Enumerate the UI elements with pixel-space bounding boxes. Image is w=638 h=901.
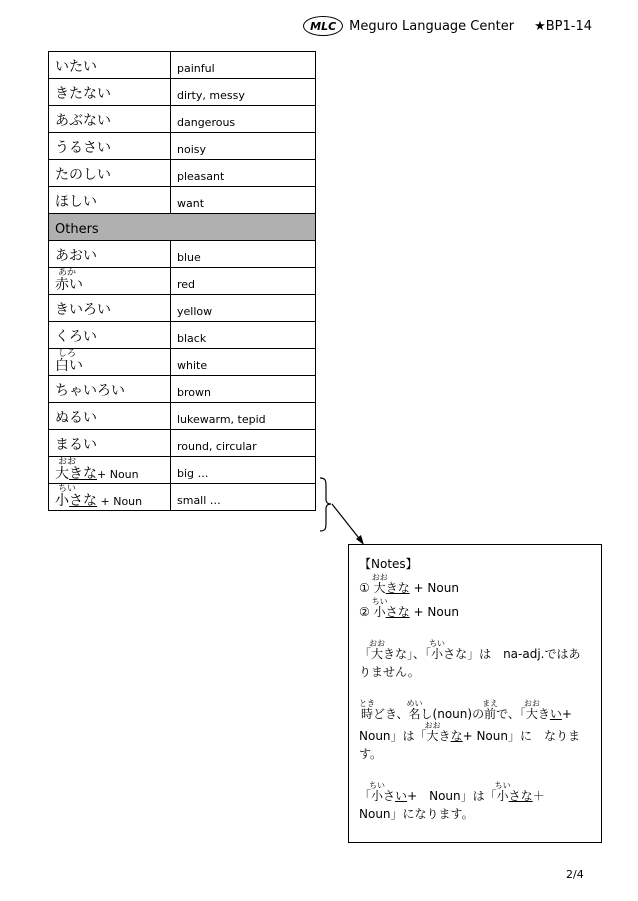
- text-fragment: 「: [359, 789, 372, 803]
- furigana: しろ: [58, 349, 77, 359]
- brace-arrow-icon: [318, 477, 378, 549]
- kanji: 赤: [55, 277, 69, 293]
- table-row: [49, 430, 316, 457]
- en-meaning: noisy: [171, 133, 316, 160]
- vocabulary-table: [48, 51, 316, 511]
- ruby-word: [371, 573, 388, 595]
- kanji: 小: [55, 493, 69, 509]
- furigana: めい: [406, 699, 423, 708]
- en-meaning: big …: [171, 457, 316, 484]
- kanji: 小: [369, 789, 386, 803]
- kanji: 大: [371, 581, 388, 595]
- jp-word: きたない: [49, 79, 171, 106]
- en-meaning: black: [171, 322, 316, 349]
- okurigana: い: [69, 277, 83, 293]
- ruby-word: [369, 639, 386, 661]
- en-meaning: lukewarm, tepid: [171, 403, 316, 430]
- ruby-word: [494, 781, 511, 803]
- jp-word: ぬるい: [49, 403, 171, 430]
- en-meaning: yellow: [171, 295, 316, 322]
- furigana: おお: [523, 699, 540, 708]
- en-meaning: blue: [171, 241, 316, 268]
- furigana: ちい: [58, 484, 77, 494]
- item-number: ①: [359, 581, 370, 595]
- kanji: 時: [359, 707, 375, 721]
- ruby-word: [482, 699, 499, 721]
- section-header-row: [49, 214, 316, 241]
- furigana: ちい: [369, 781, 386, 790]
- mlc-logo: MLC: [303, 16, 343, 36]
- en-meaning: red: [171, 268, 316, 295]
- ruby-word: [371, 597, 388, 619]
- notes-item-2: [359, 597, 591, 621]
- page-header: [303, 16, 592, 36]
- en-meaning: small …: [171, 484, 316, 511]
- notes-paragraph-1: [359, 639, 591, 681]
- text-fragment: + Noun」は「: [407, 789, 497, 803]
- jp-word: [49, 484, 171, 511]
- furigana: ちい: [371, 597, 388, 606]
- text-fragment: き: [537, 707, 550, 721]
- text-fragment: さ: [383, 789, 396, 803]
- noun-suffix: + Noun: [413, 605, 459, 619]
- notes-paragraph-3: [359, 781, 591, 823]
- section-label: Others: [49, 214, 316, 241]
- table-row: [49, 106, 316, 133]
- table-row: [49, 349, 316, 376]
- okurigana: きな: [385, 581, 410, 595]
- noun-suffix: + Noun: [413, 581, 459, 595]
- document-code: ★BP1-14: [534, 18, 592, 34]
- text-fragment: 「: [359, 647, 372, 661]
- table-row: [49, 484, 316, 511]
- jp-word: ほしい: [49, 187, 171, 214]
- okurigana: さな: [385, 605, 410, 619]
- text-fragment: な: [450, 729, 463, 743]
- furigana: おお: [371, 573, 388, 582]
- table-row: [49, 79, 316, 106]
- furigana: とき: [359, 699, 375, 708]
- kanji: 小: [429, 647, 446, 661]
- jp-word: きいろい: [49, 295, 171, 322]
- text-fragment: き: [438, 729, 451, 743]
- kanji: 名: [406, 707, 423, 721]
- furigana: ちい: [429, 639, 446, 648]
- jp-word: まるい: [49, 430, 171, 457]
- okurigana: きな: [69, 466, 97, 482]
- text-fragment: い: [549, 707, 562, 721]
- text-fragment: さな」は na-adj.ではありません。: [359, 647, 581, 679]
- kanji: 大: [523, 707, 540, 721]
- table-row: [49, 295, 316, 322]
- jp-word: うるさい: [49, 133, 171, 160]
- table-row: [49, 187, 316, 214]
- table-row: [49, 160, 316, 187]
- text-fragment: し(noun)の: [420, 707, 485, 721]
- jp-word: [49, 457, 171, 484]
- en-meaning: want: [171, 187, 316, 214]
- en-meaning: dangerous: [171, 106, 316, 133]
- kanji: 大: [424, 729, 441, 743]
- ruby-word: [424, 721, 441, 743]
- table-row: [49, 457, 316, 484]
- notes-box: [348, 544, 602, 843]
- table-row: [49, 133, 316, 160]
- en-meaning: round, circular: [171, 430, 316, 457]
- jp-word: [49, 268, 171, 295]
- kanji: 小: [494, 789, 511, 803]
- kanji: 小: [371, 605, 388, 619]
- en-meaning: white: [171, 349, 316, 376]
- en-meaning: pleasant: [171, 160, 316, 187]
- kanji: 大: [369, 647, 386, 661]
- furigana: おお: [369, 639, 386, 648]
- okurigana: い: [69, 358, 83, 374]
- ruby-word: [406, 699, 423, 721]
- jp-word: ちゃいろい: [49, 376, 171, 403]
- text-fragment: + Noun」は「: [359, 707, 572, 743]
- furigana: ちい: [494, 781, 511, 790]
- table-row: [49, 268, 316, 295]
- jp-word: たのしい: [49, 160, 171, 187]
- kanji: 白: [55, 358, 69, 374]
- notes-paragraph-2: [359, 699, 591, 763]
- text-fragment: で、「: [496, 707, 526, 721]
- text-fragment: きな」、「: [383, 647, 432, 661]
- notes-item-1: [359, 573, 591, 597]
- jp-word: [49, 349, 171, 376]
- table-row: [49, 322, 316, 349]
- furigana: おお: [424, 721, 441, 730]
- item-number: ②: [359, 605, 370, 619]
- ruby-word: [359, 699, 375, 721]
- notes-heading: 【Notes】: [359, 557, 418, 571]
- furigana: まえ: [482, 699, 499, 708]
- ruby-word: [429, 639, 446, 661]
- ruby-word: [369, 781, 386, 803]
- furigana: おお: [58, 457, 77, 467]
- en-meaning: dirty, messy: [171, 79, 316, 106]
- ruby-word: [523, 699, 540, 721]
- en-meaning: brown: [171, 376, 316, 403]
- table-row: [49, 52, 316, 79]
- jp-word: あぶない: [49, 106, 171, 133]
- page-number: 2/4: [566, 868, 584, 881]
- jp-word: あおい: [49, 241, 171, 268]
- noun-suffix: + Noun: [97, 495, 143, 508]
- kanji: 前: [482, 707, 499, 721]
- text-fragment: ＋ Noun」になります。: [359, 789, 557, 821]
- noun-suffix: + Noun: [97, 468, 139, 481]
- text-fragment: + Noun」に なります。: [359, 729, 580, 761]
- okurigana: さな: [69, 493, 97, 509]
- table-row: [49, 241, 316, 268]
- text-fragment: い: [395, 789, 408, 803]
- text-fragment: どき、: [373, 707, 409, 721]
- en-meaning: painful: [171, 52, 316, 79]
- jp-word: いたい: [49, 52, 171, 79]
- furigana: あか: [58, 268, 77, 278]
- jp-word: くろい: [49, 322, 171, 349]
- kanji: 大: [55, 466, 69, 482]
- table-row: [49, 376, 316, 403]
- school-name: Meguro Language Center: [349, 18, 515, 34]
- text-fragment: さな: [508, 789, 533, 803]
- table-row: [49, 403, 316, 430]
